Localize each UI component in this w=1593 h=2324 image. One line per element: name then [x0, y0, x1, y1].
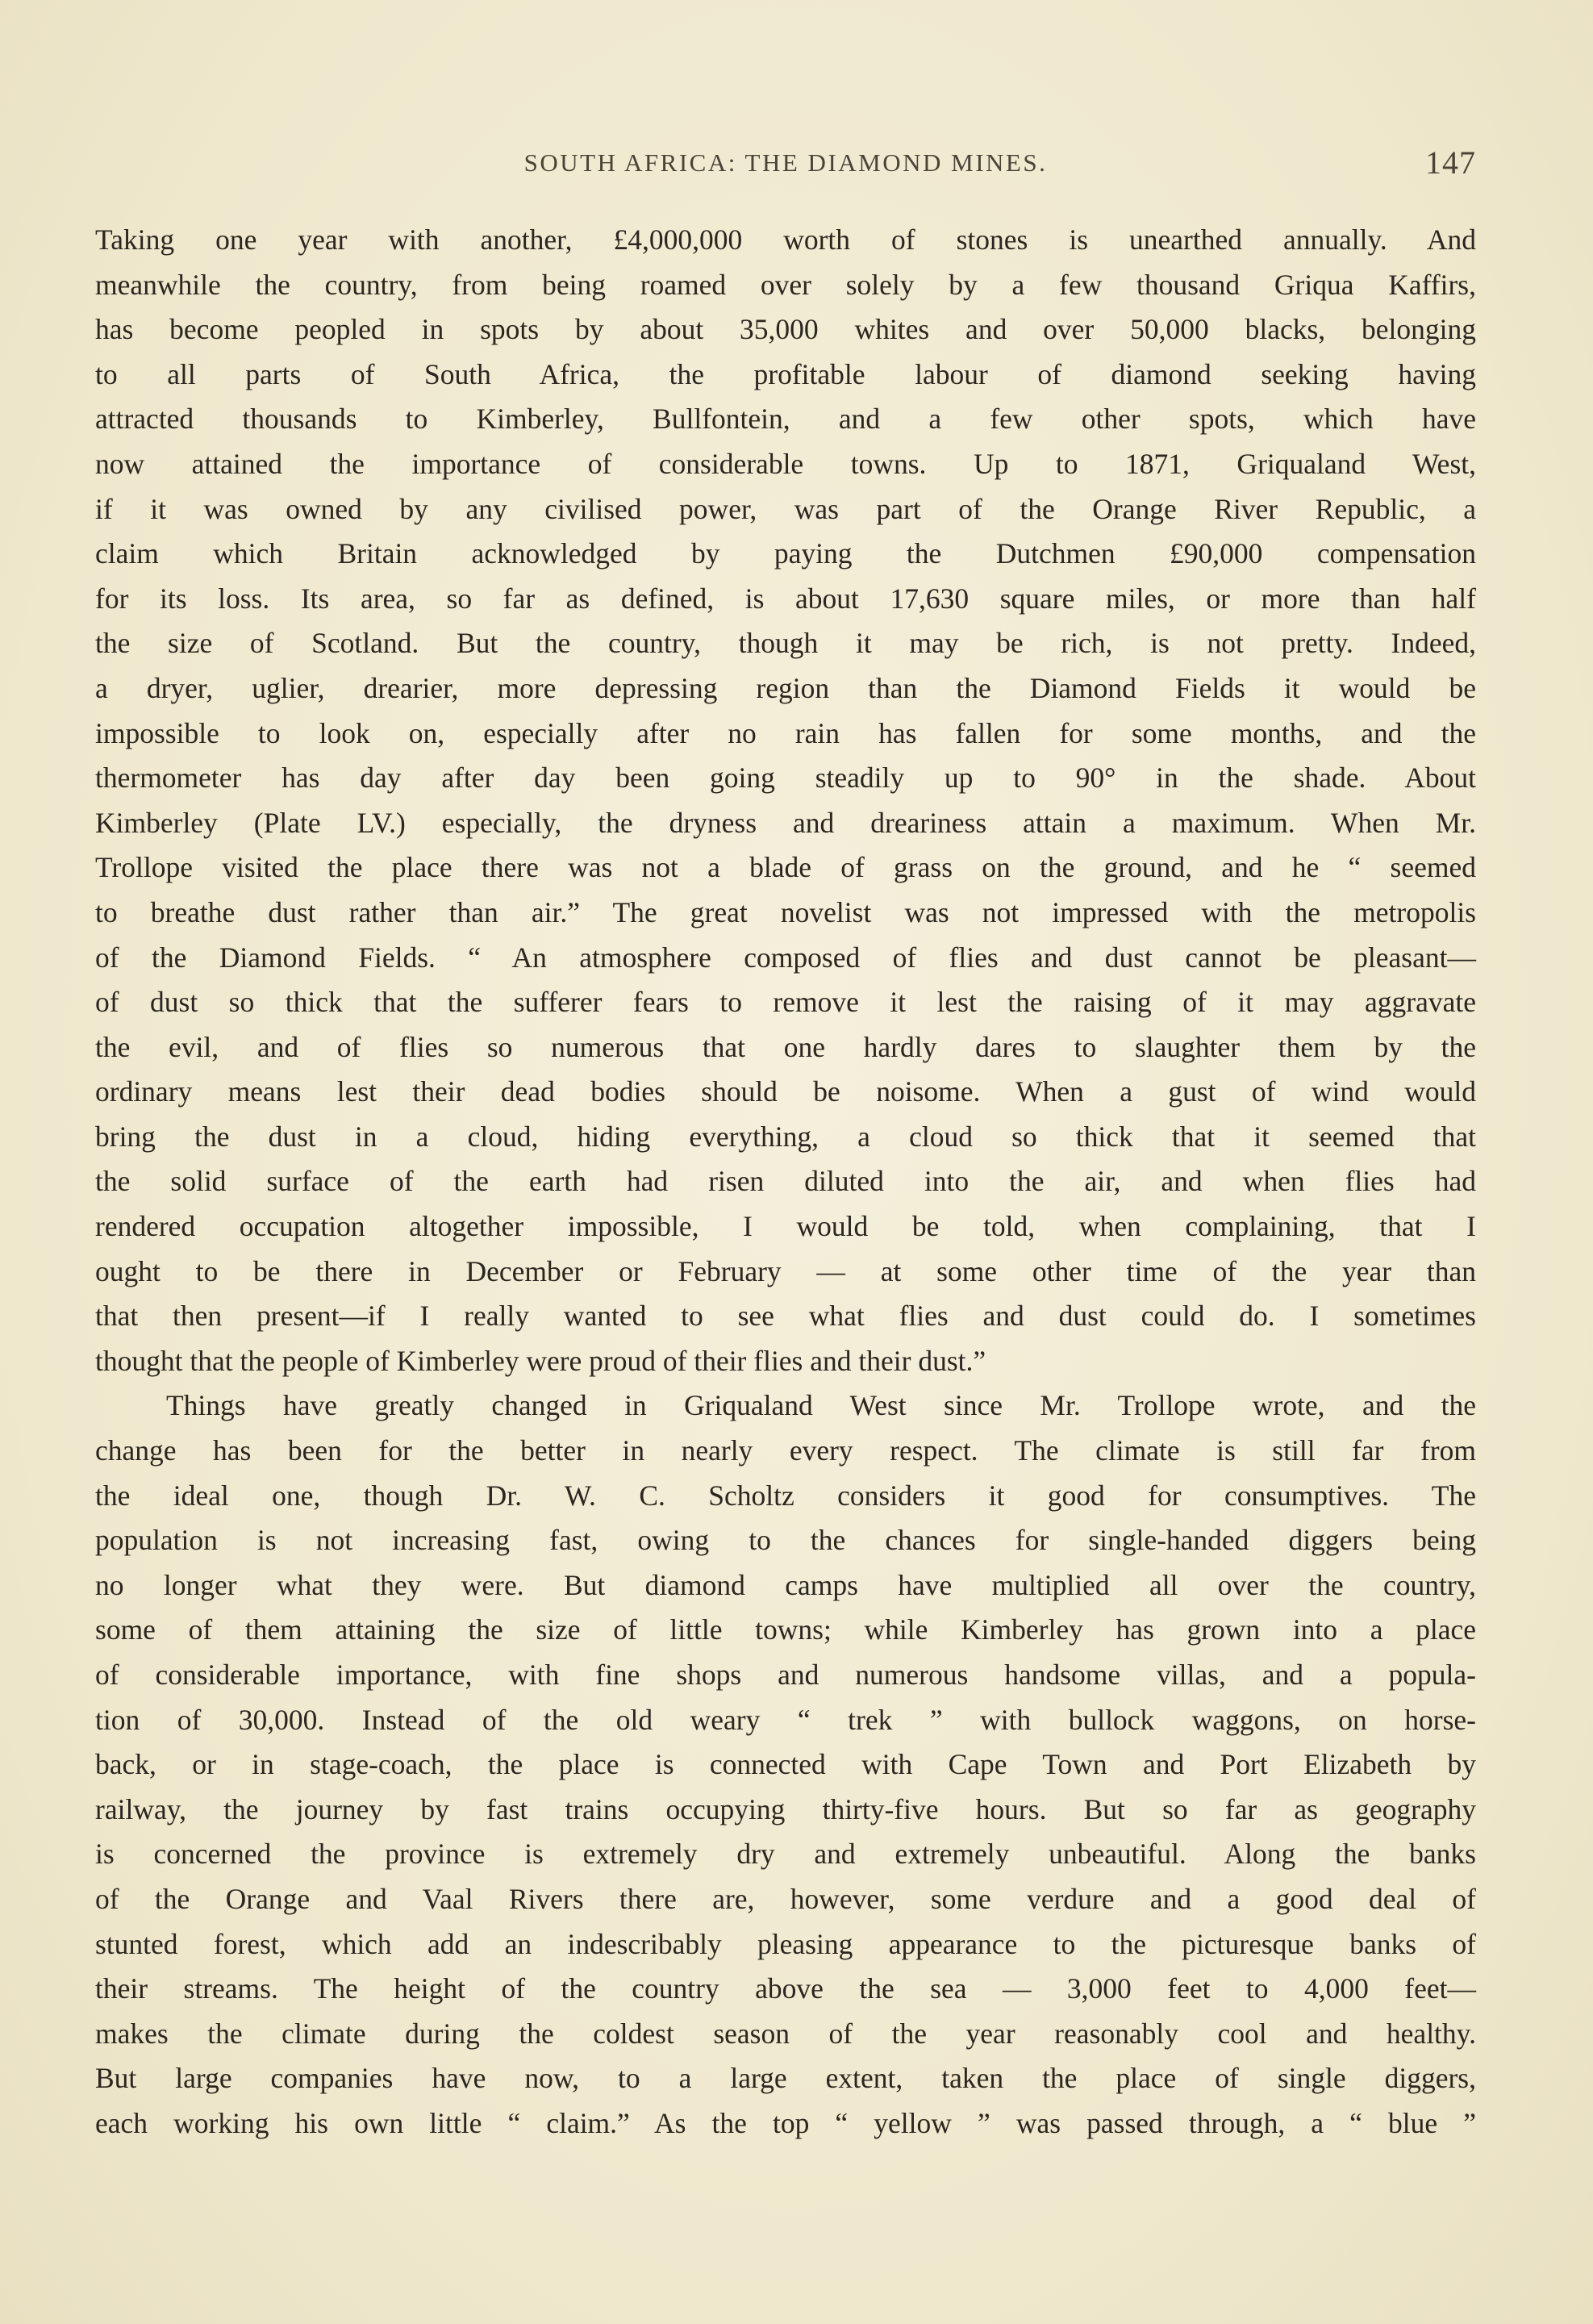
text-line: to all parts of South Africa, the profitable labour of diamond seeking having [95, 357, 1476, 390]
text-line: Things have greatly changed in Griqualand West since Mr. Trollope wrote, and the [166, 1389, 1476, 1422]
text-line: the evil, and of flies so numerous that one hardly dares to slaughter them by the [95, 1030, 1476, 1063]
running-head [95, 144, 1476, 184]
text-line: meanwhile the country, from being roamed over solely by a few thousand Griqua Kaffirs, [95, 268, 1476, 301]
text-line: now attained the importance of considerable towns. Up to 1871, Griqualand West, [95, 447, 1476, 480]
text-line: no longer what they were. But diamond camps have multiplied all over the country, [95, 1568, 1476, 1601]
text-line: Taking one year with another, £4,000,000 worth of stones is unearthed annually. And [95, 223, 1476, 256]
text-line: railway, the journey by fast trains occupying thirty-five hours. But so far as geography [95, 1792, 1476, 1825]
page-number: 147 [1425, 144, 1476, 181]
text-line: Trollope visited the place there was not a blade of grass on the ground, and he “ seemed [95, 851, 1476, 884]
text-line: ordinary means lest their dead bodies should be noisome. When a gust of wind would [95, 1075, 1476, 1108]
text-line: the size of Scotland. But the country, though it may be rich, is not pretty. Indeed, [95, 627, 1476, 660]
text-line: the ideal one, though Dr. W. C. Scholtz considers it good for consumptives. The [95, 1479, 1476, 1512]
text-line: thought that the people of Kimberley were proud of their flies and their dust.” [95, 1344, 986, 1377]
text-line: the solid surface of the earth had risen diluted into the air, and when flies had [95, 1165, 1476, 1198]
text-line: makes the climate during the coldest season of the year reasonably cool and healthy. [95, 2017, 1476, 2050]
text-line: change has been for the better in nearly every respect. The climate is still far from [95, 1434, 1476, 1467]
text-line: stunted forest, which add an indescribably pleasing appearance to the picturesque banks of [95, 1927, 1476, 1960]
paragraph-1 [95, 218, 1476, 1383]
text-line: is concerned the province is extremely dry and extremely unbeautiful. Along the banks [95, 1838, 1476, 1871]
text-line: of considerable importance, with fine shops and numerous handsome villas, and a popula- [95, 1659, 1476, 1691]
text-line: Kimberley (Plate LV.) especially, the dryness and dreariness attain a maximum. When Mr. [95, 806, 1476, 839]
text-line: each working his own little “ claim.” As the top “ yellow ” was passed through, a “ blue ” [95, 2106, 1476, 2139]
text-line: rendered occupation altogether impossible, I would be told, when complaining, that I [95, 1210, 1476, 1243]
text-line: ought to be there in December or February — at some other time of the year than [95, 1254, 1476, 1287]
paragraph-2 [95, 1383, 1476, 2146]
text-line: that then present—if I really wanted to see what flies and dust could do. I sometimes [95, 1300, 1476, 1333]
text-line: for its loss. Its area, so far as defined, is about 17,630 square miles, or more than half [95, 582, 1476, 615]
text-line: some of them attaining the size of little towns; while Kimberley has grown into a place [95, 1613, 1476, 1646]
text-line: to breathe dust rather than air.” The great novelist was not impressed with the metropolis [95, 895, 1476, 928]
body-text [95, 218, 1476, 2147]
text-line: bring the dust in a cloud, hiding everything, a cloud so thick that it seemed that [95, 1120, 1476, 1153]
text-line: their streams. The height of the country above the sea — 3,000 feet to 4,000 feet— [95, 1972, 1476, 2005]
text-line: claim which Britain acknowledged by paying the Dutchmen £90,000 compensation [95, 537, 1476, 570]
text-line: But large companies have now, to a large extent, taken the place of single diggers, [95, 2062, 1476, 2095]
text-line: tion of 30,000. Instead of the old weary “ trek ” with bullock waggons, on horse- [95, 1703, 1476, 1736]
text-line: attracted thousands to Kimberley, Bullfontein, and a few other spots, which have [95, 403, 1476, 436]
text-line: of the Diamond Fields. “ An atmosphere composed of flies and dust cannot be pleasant— [95, 941, 1476, 974]
text-line: has become peopled in spots by about 35,000 whites and over 50,000 blacks, belonging [95, 313, 1476, 346]
text-line: back, or in stage-coach, the place is connected with Cape Town and Port Elizabeth by [95, 1748, 1476, 1781]
text-line: if it was owned by any civilised power, was part of the Orange River Republic, a [95, 492, 1476, 525]
text-line: a dryer, uglier, drearier, more depressing region than the Diamond Fields it would be [95, 671, 1476, 704]
text-line: population is not increasing fast, owing to the chances for single-handed diggers being [95, 1524, 1476, 1557]
text-line: of the Orange and Vaal Rivers there are, however, some verdure and a good deal of [95, 1882, 1476, 1915]
running-title: SOUTH AFRICA: THE DIAMOND MINES. [523, 148, 1048, 177]
text-line: thermometer has day after day been going steadily up to 90° in the shade. About [95, 761, 1476, 795]
text-line: impossible to look on, especially after no rain has fallen for some months, and the [95, 716, 1476, 749]
text-line: of dust so thick that the sufferer fears to remove it lest the raising of it may aggravate [95, 986, 1476, 1019]
